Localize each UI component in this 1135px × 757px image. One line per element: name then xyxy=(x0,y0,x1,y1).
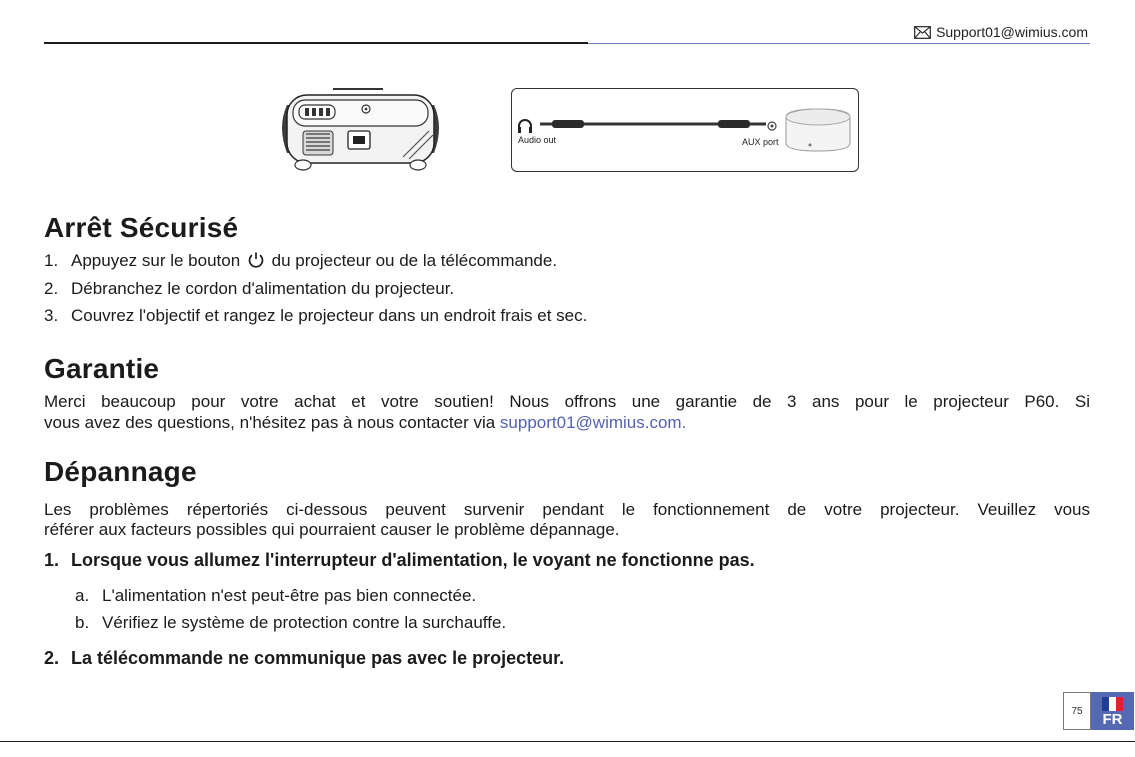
section-title-warranty: Garantie xyxy=(44,353,160,384)
language-badge xyxy=(1091,692,1134,730)
shutdown-step-3 xyxy=(44,306,587,326)
header-rule-accent xyxy=(588,43,1090,44)
envelope-icon xyxy=(914,26,931,39)
problem-text: Lorsque vous allumez l'interrupteur d'alimentation, le voyant ne fonctionne pas. xyxy=(71,550,755,570)
header-rule-dark xyxy=(44,42,588,44)
audio-out-label: Audio out xyxy=(518,135,557,145)
step-text-continued: du projecteur ou de la télécommande. xyxy=(271,251,558,270)
step-number: 1. xyxy=(44,251,59,270)
problem-2-title xyxy=(44,648,564,669)
problem-text: La télécommande ne communique pas avec le projecteur. xyxy=(71,648,565,668)
section-title-troubleshooting: Dépannage xyxy=(44,456,197,487)
shutdown-step-2 xyxy=(44,279,454,299)
projector-rear-illustration xyxy=(273,87,448,175)
problem-1-title xyxy=(44,550,755,571)
cause-letter: b. xyxy=(75,613,90,632)
problem-number: 1. xyxy=(44,550,60,570)
step-number: 2. xyxy=(44,279,59,298)
warranty-line-1: Merci beaucoup pour votre achat et votre soutien! Nous offrons une garantie de 3 ans pour le projecteur P60. Si xyxy=(44,392,1090,411)
header-email-text: Support01@wimius.com xyxy=(936,24,1088,40)
aux-port-label: AUX port xyxy=(742,137,779,147)
troubleshooting-intro-line-1: Les problèmes répertoriés ci-dessous peuvent survenir pendant le fonctionnement de votre projecteur. Veuillez vous xyxy=(44,500,1090,519)
cause-letter: a. xyxy=(75,586,90,605)
section-title-safe-shutdown: Arrêt Sécurisé xyxy=(44,212,239,243)
french-flag-icon xyxy=(1102,697,1123,711)
problem-1-cause-b xyxy=(75,613,506,633)
step-number: 3. xyxy=(44,306,59,325)
shutdown-step-1 xyxy=(44,251,557,271)
audio-connection-illustration xyxy=(511,88,859,172)
step-text: Appuyez sur le bouton xyxy=(71,251,241,270)
step-text: Couvrez l'objectif et rangez le projecteur dans un endroit frais et sec. xyxy=(71,306,588,325)
footer-rule xyxy=(0,741,1135,742)
page-number: 75 xyxy=(1063,692,1091,730)
troubleshooting-intro-line-2: référer aux facteurs possibles qui pourraient causer le problème dépannage. xyxy=(44,520,620,539)
step-text: Débranchez le cordon d'alimentation du projecteur. xyxy=(71,279,455,298)
problem-number: 2. xyxy=(44,648,60,668)
problem-1-cause-a xyxy=(75,586,476,606)
support-email-link[interactable]: support01@wimius.com. xyxy=(499,413,687,432)
power-icon xyxy=(247,251,265,269)
cause-text: L'alimentation n'est peut-être pas bien connectée. xyxy=(102,586,477,605)
header-email[interactable] xyxy=(914,24,1088,40)
audio-cable-diagram xyxy=(512,89,859,172)
warranty-contact-text: vous avez des questions, n'hésitez pas à nous contacter via xyxy=(44,413,496,432)
language-code: FR xyxy=(1102,711,1123,728)
warranty-line-2 xyxy=(44,413,686,433)
cause-text: Vérifiez le système de protection contre la surchauffe. xyxy=(102,613,507,632)
